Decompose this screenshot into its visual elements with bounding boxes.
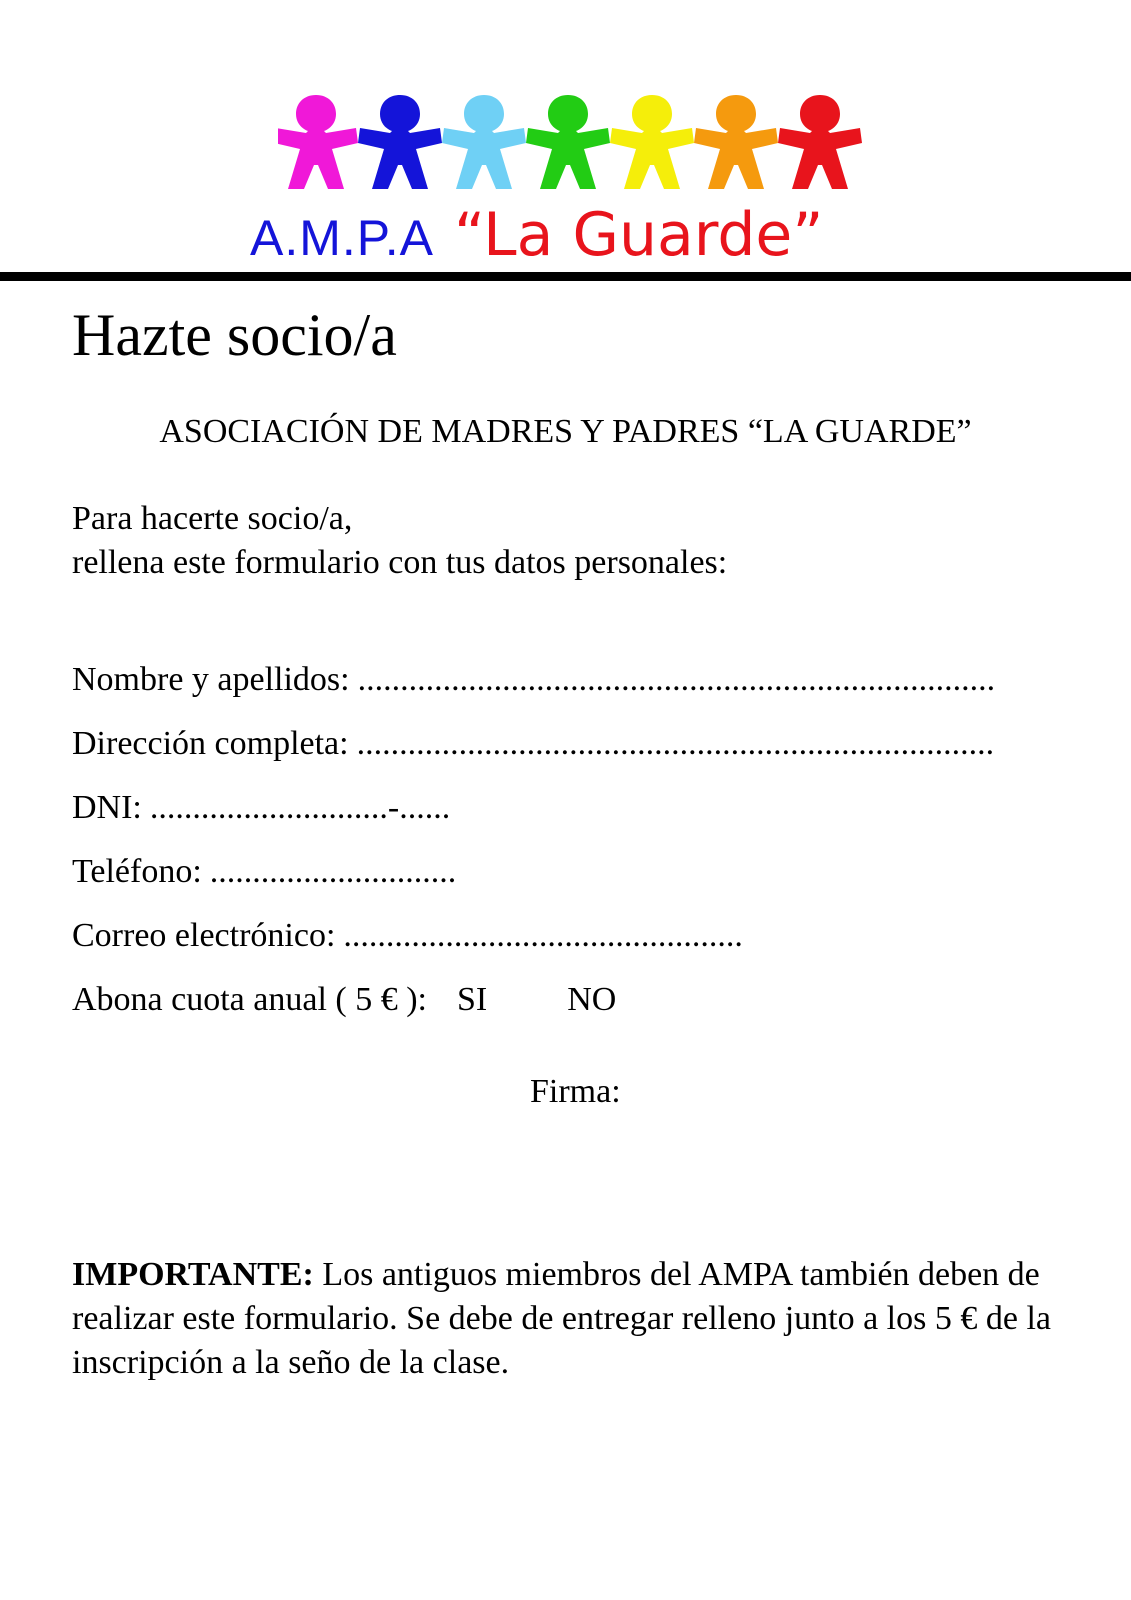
kid-figure-green-icon (526, 95, 610, 189)
fee-option-yes[interactable]: SI (457, 981, 488, 1018)
address-label: Dirección completa: (72, 725, 349, 762)
page-title: Hazte socio/a (72, 302, 397, 368)
important-notice (72, 1253, 1092, 1385)
intro-line-1: Para hacerte socio/a, (72, 500, 353, 537)
dni-label: DNI: (72, 789, 142, 826)
phone-blank[interactable]: ............................. (209, 853, 457, 890)
dni-blank[interactable]: ............................-...... (149, 789, 451, 826)
logo-acronym: A.M.P.A (250, 210, 434, 266)
kid-figure-yellow-icon (610, 95, 694, 189)
kid-figure-blue-icon (358, 95, 442, 189)
name-field[interactable] (72, 660, 995, 700)
address-field[interactable] (72, 724, 994, 764)
logo-text (250, 200, 950, 270)
annual-fee-label: Abona cuota anual ( 5 € ): (72, 981, 427, 1018)
phone-field[interactable] (72, 852, 456, 892)
kid-figure-orange-icon (694, 95, 778, 189)
annual-fee-field (72, 980, 616, 1020)
important-text: Los antiguos miembros del AMPA también deben de realizar este formulario. Se debe de entregar relleno junto a los 5 € de la inscripción a la seño de la clase. (72, 1256, 1051, 1381)
header-divider (0, 272, 1131, 281)
address-blank[interactable]: ........................................................................... (356, 725, 995, 762)
email-blank[interactable]: ............................................... (343, 917, 743, 954)
name-blank[interactable]: ........................................................................... (357, 661, 996, 698)
association-heading: ASOCIACIÓN DE MADRES Y PADRES “LA GUARDE” (159, 413, 972, 450)
logo-figures (278, 95, 870, 195)
fee-option-no[interactable]: NO (567, 981, 617, 1018)
email-label: Correo electrónico: (72, 917, 336, 954)
logo-name: “La Guarde” (453, 200, 824, 270)
kid-figure-lightblue-icon (442, 95, 526, 189)
name-label: Nombre y apellidos: (72, 661, 350, 698)
intro-text (72, 497, 727, 585)
signature-label: Firma: (530, 1073, 621, 1110)
email-field[interactable] (72, 916, 743, 956)
phone-label: Teléfono: (72, 853, 202, 890)
intro-line-2: rellena este formulario con tus datos personales: (72, 544, 728, 581)
dni-field[interactable] (72, 788, 450, 828)
kid-figure-red-icon (778, 95, 862, 189)
kid-figure-magenta-icon (278, 95, 358, 189)
important-label: IMPORTANTE: (72, 1256, 314, 1293)
